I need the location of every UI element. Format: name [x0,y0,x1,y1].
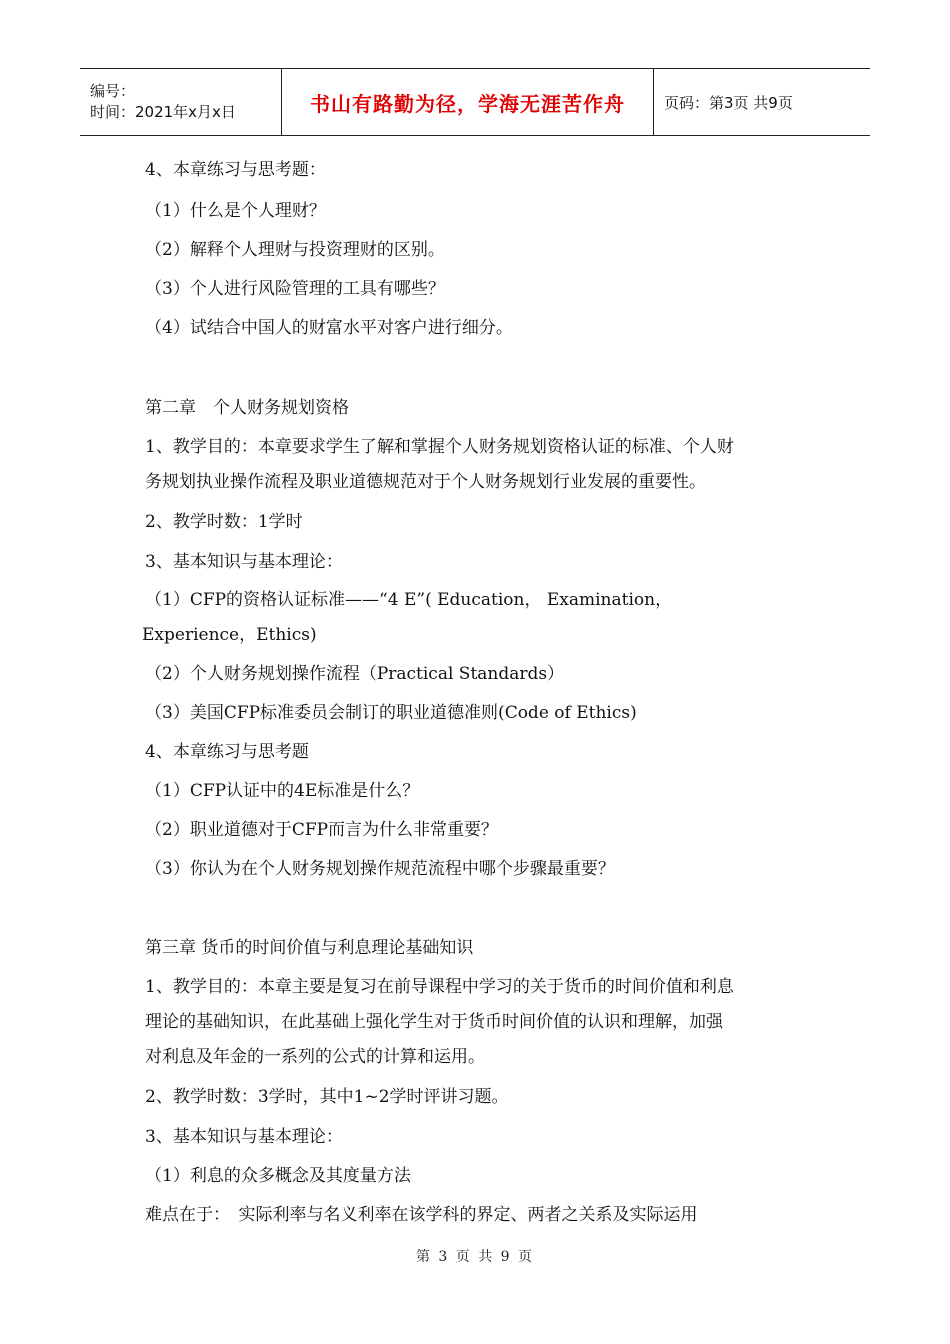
list-item-continuation: Experience，Ethics) [142,625,317,645]
paragraph-line: 1、教学目的：本章要求学生了解和掌握个人财务规划资格认证的标准、个人财 [145,437,734,457]
exercise-question: （1）什么是个人理财？ [145,201,326,221]
exercise-heading: 4、本章练习与思考题 [145,742,309,762]
paragraph-line: 2、教学时数：3学时，其中1~2学时评讲习题。 [145,1087,509,1107]
paragraph-line: 难点在于： 实际利率与名义利率在该学科的界定、两者之关系及实际运用 [145,1205,698,1225]
paragraph-line: 3、基本知识与基本理论： [145,552,343,572]
exercise-question: （2）解释个人理财与投资理财的区别。 [145,240,445,260]
paragraph-line: 理论的基础知识，在此基础上强化学生对于货币时间价值的认识和理解，加强 [145,1012,723,1032]
header-motto: 书山有路勤为径，学海无涯苦作舟 [282,69,654,135]
paragraph-line: 2、教学时数：1学时 [145,512,303,532]
list-item: （1）利息的众多概念及其度量方法 [145,1166,411,1186]
paragraph-line: 对利息及年金的一系列的公式的计算和运用。 [145,1047,485,1067]
header-page-number: 页码：第3页 共9页 [664,93,793,112]
list-item: （2）个人财务规划操作流程（Practical Standards） [145,664,565,684]
page-footer: 第 3 页 共 9 页 [415,1249,535,1265]
exercise-question: （3）你认为在个人财务规划操作规范流程中哪个步骤最重要？ [145,859,615,879]
paragraph-line: 1、教学目的：本章主要是复习在前导课程中学习的关于货币的时间价值和利息 [145,977,734,997]
exercise-question: （2）职业道德对于CFP而言为什么非常重要？ [145,820,499,840]
exercise-question: （3）个人进行风险管理的工具有哪些？ [145,279,445,299]
list-item: （3）美国CFP标准委员会制订的职业道德准则(Code of Ethics) [145,703,637,723]
page-header [80,68,870,136]
paragraph-line: 务规划执业操作流程及职业道德规范对于个人财务规划行业发展的重要性。 [145,472,706,492]
chapter-heading: 第二章 个人财务规划资格 [145,398,349,418]
list-item: （1）CFP的资格认证标准——“4 E”( Education， Examination， [145,590,673,610]
document-time: 时间：2021年x月x日 [90,103,236,121]
exercise-question: （4）试结合中国人的财富水平对客户进行细分。 [145,318,513,338]
header-meta [80,69,282,135]
chapter-heading: 第三章 货币的时间价值与利息理论基础知识 [145,938,474,958]
exercise-question: （1）CFP认证中的4E标准是什么？ [145,781,420,801]
document-number: 编号： [90,82,136,100]
paragraph-line: 3、基本知识与基本理论： [145,1127,343,1147]
exercise-heading: 4、本章练习与思考题： [145,160,326,180]
